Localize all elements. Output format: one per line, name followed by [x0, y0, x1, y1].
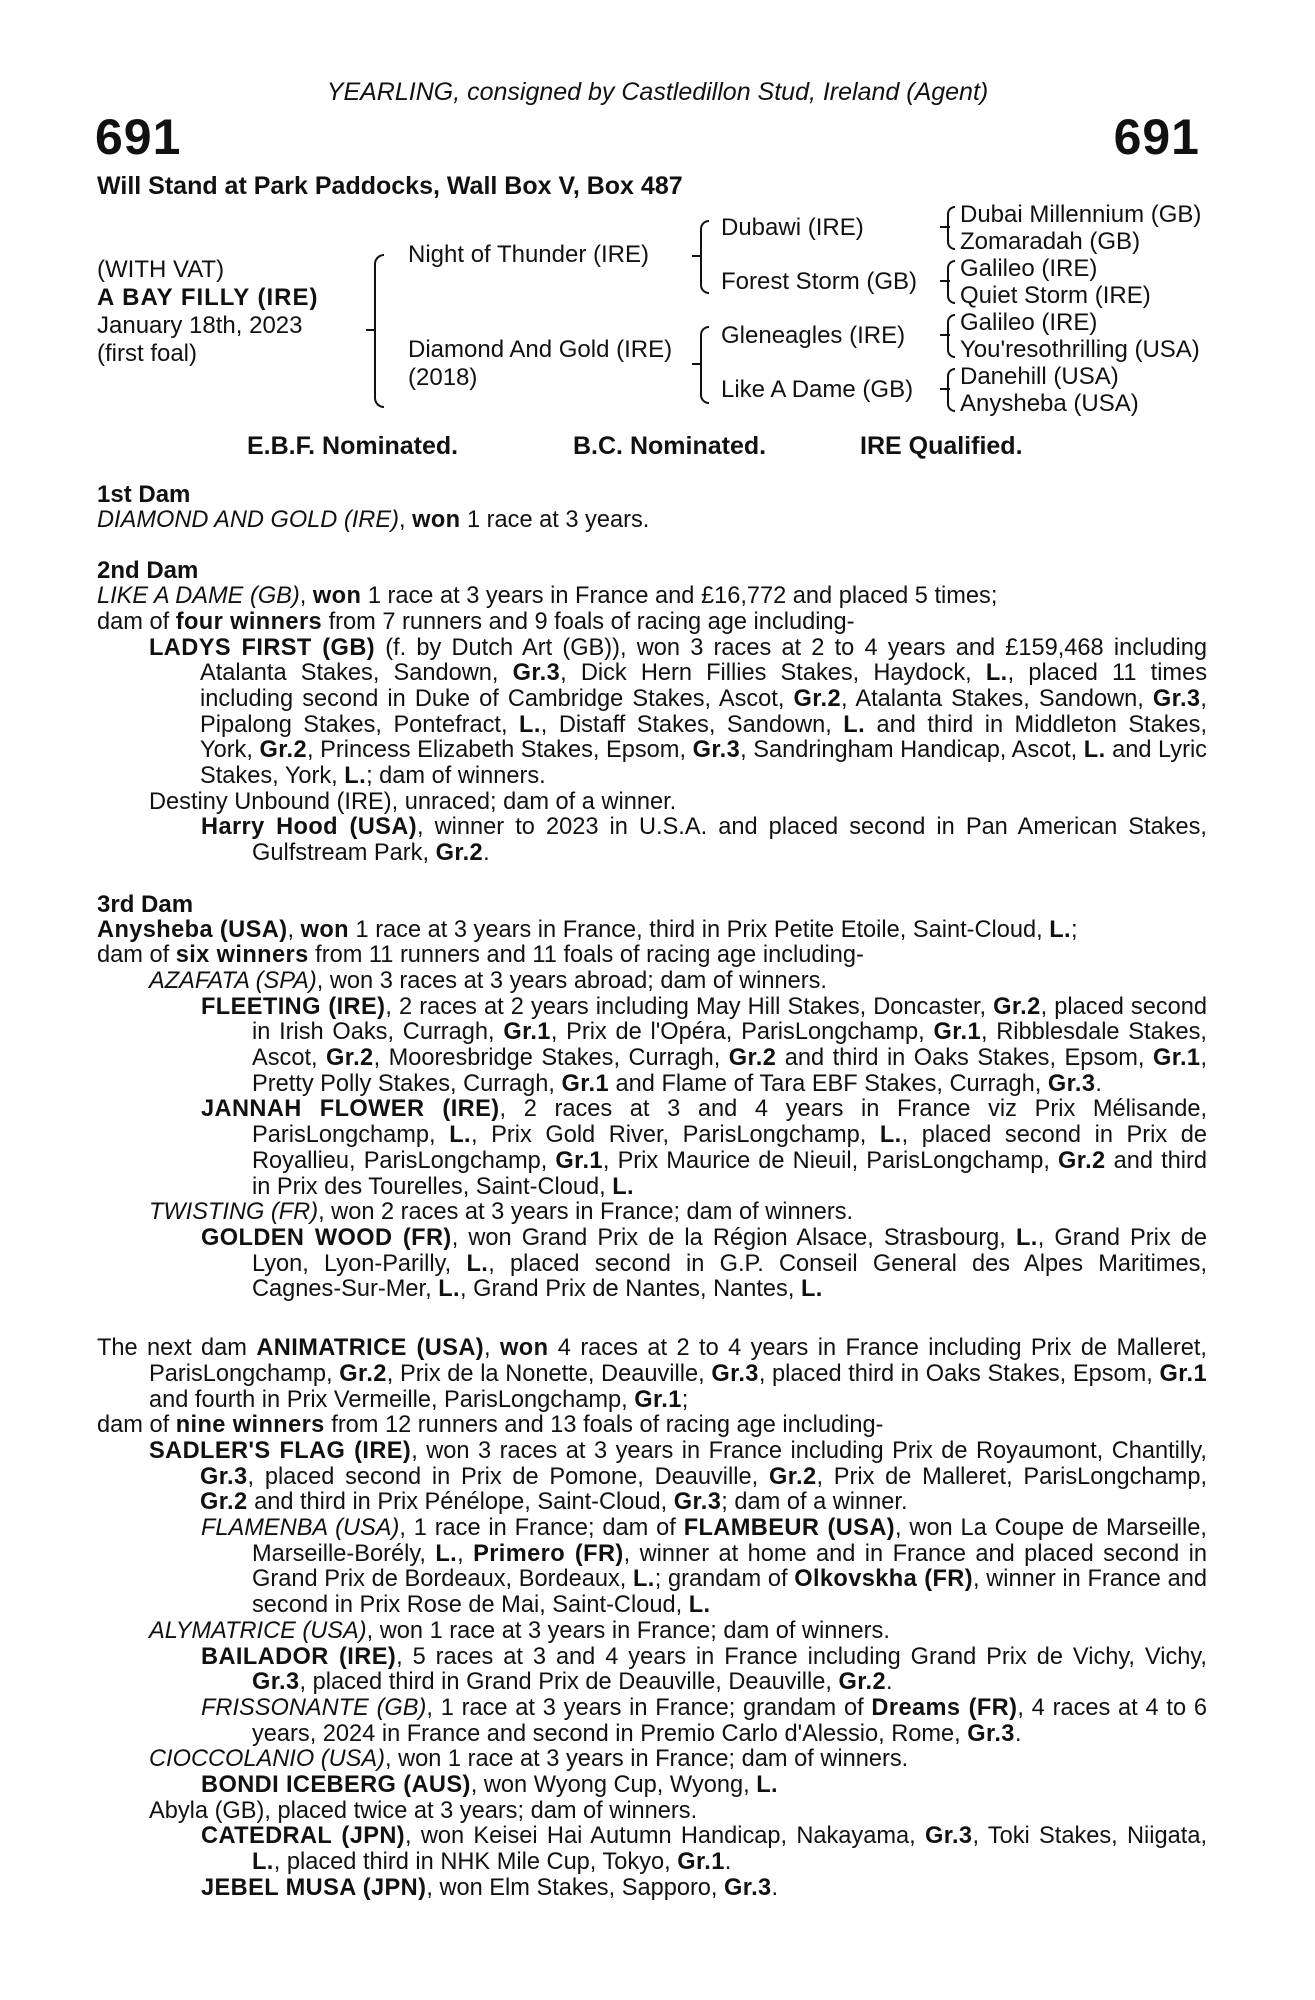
nextdam-produce-sadlers-flag: SADLER'S FLAG (IRE), won 3 races at 3 years in France including Prix de Royaumont, Chantilly, Gr.3, placed second in Prix de Pomone, Deauville, Gr.2, Prix de Malleret, ParisLongchamp, Gr.2 and third in Prix Pénélope, Saint-Cloud, Gr.3; dam of a winner. [149, 1437, 1207, 1516]
dam2-produce-summary: dam of four winners from 7 runners and 9 foals of racing age including- [97, 608, 855, 635]
pedigree-dsd: You'resothrilling (USA) [960, 336, 1200, 363]
lot-number-right: 691 [1113, 109, 1200, 165]
pedigree-brace-ds-point [940, 334, 950, 336]
dam3-heading: 3rd Dam [97, 890, 194, 918]
stand-location: Will Stand at Park Paddocks, Wall Box V, Box 487 [97, 172, 683, 200]
dam3-grandproduce-jannah-flower: JANNAH FLOWER (IRE), 2 races at 3 and 4 years in France viz Prix Mélisande, ParisLongchamp, L., Prix Gold River, ParisLongchamp, L., placed second in Prix de Royallieu, ParisLongchamp, Gr.1, Prix Maurice de Nieuil, ParisLongchamp, Gr.2 and third in Prix des Tourelles, Saint-Cloud, L. [201, 1096, 1208, 1200]
pedigree-brace-sire-point [692, 255, 702, 257]
horse-note: (first foal) [97, 340, 198, 367]
dam2-produce-ladys-first: LADYS FIRST (GB) (f. by Dutch Art (GB)), won 3 races at 2 to 4 years and £159,468 including Atalanta Stakes, Sandown, Gr.3, Dick Hern Fillies Stakes, Haydock, L., placed 11 times including second in Duke of Cambridge Stakes, Ascot, Gr.2, Atalanta Stakes, Sandown, Gr.3, Pipalong Stakes, Pontefract, L., Distaff Stakes, Sandown, L. and third in Middleton Stakes, York, Gr.2, Princess Elizabeth Stakes, Epsom, Gr.3, Sandringham Handicap, Ascot, L. and Lyric Stakes, York, L.; dam of winners. [149, 634, 1208, 790]
pedigree-sd: Forest Storm (GB) [721, 268, 918, 295]
dam3-grandproduce-fleeting: FLEETING (IRE), 2 races at 2 years including May Hill Stakes, Doncaster, Gr.2, placed second in Irish Oaks, Curragh, Gr.1, Prix de l'Opéra, ParisLongchamp, Gr.1, Ribblesdale Stakes, Ascot, Gr.2, Mooresbridge Stakes, Curragh, Gr.2 and third in Oaks Stakes, Epsom, Gr.1, Pretty Polly Stakes, Curragh, Gr.1 and Flame of Tara EBF Stakes, Curragh, Gr.3. [201, 993, 1208, 1097]
pedigree-dam: Diamond And Gold (IRE) [408, 336, 673, 363]
pedigree-ss: Dubawi (IRE) [721, 214, 864, 241]
nextdam-grandproduce-bailador: BAILADOR (IRE), 5 races at 3 and 4 years in France including Grand Prix de Vichy, Vichy, Gr.3, placed third in Grand Prix de Deauville, Deauville, Gr.2. [201, 1643, 1207, 1696]
pedigree-brace-sd-point [940, 280, 950, 282]
pedigree-brace-sire [700, 220, 709, 294]
dam2-heading: 2nd Dam [97, 557, 199, 585]
nextdam-grandproduce-catedral: CATEDRAL (JPN), won Keisei Hai Autumn Handicap, Nakayama, Gr.3, Toki Stakes, Niigata, L., placed third in NHK Mile Cup, Tokyo, Gr.1. [201, 1823, 1207, 1876]
catalogue-body [97, 482, 1207, 1902]
dam3-produce-azafata: AZAFATA (SPA), won 3 races at 3 years abroad; dam of winners. [149, 967, 827, 994]
dam3-record: Anysheba (USA), won 1 race at 3 years in France, third in Prix Petite Etoile, Saint-Cloud, L.; [97, 916, 1078, 943]
pedigree-brace-dam-point [692, 363, 702, 365]
pedigree-brace-ss [947, 206, 955, 250]
dam3-produce-summary: dam of six winners from 11 runners and 11 foals of racing age including- [97, 942, 864, 969]
pedigree-sire: Night of Thunder (IRE) [408, 241, 649, 268]
consignment-line: YEARLING, consigned by Castledillon Stud, Ireland (Agent) [326, 78, 989, 106]
pedigree-brace-ds [947, 314, 955, 358]
dam3-grandproduce-golden-wood: GOLDEN WOOD (FR), won Grand Prix de la Région Alsace, Strasbourg, L., Grand Prix de Lyon, Lyon-Parilly, L., placed second in G.P. Conseil General des Alpes Maritimes, Cagnes-Sur-Mer, L., Grand Prix de Nantes, Nantes, L. [201, 1224, 1208, 1303]
pedigree-dds: Danehill (USA) [960, 363, 1119, 390]
pedigree-brace-sd [947, 260, 955, 304]
nextdam-grandproduce-bondi-iceberg: BONDI ICEBERG (AUS), won Wyong Cup, Wyong, L. [201, 1772, 778, 1799]
horse-info [97, 256, 319, 368]
nextdam-produce-alymatrice: ALYMATRICE (USA), won 1 race at 3 years in France; dam of winners. [149, 1617, 890, 1644]
pedigree-dss: Galileo (IRE) [960, 309, 1098, 336]
pedigree-ssd: Zomaradah (GB) [960, 228, 1141, 255]
pedigree-sss: Dubai Millennium (GB) [960, 201, 1202, 228]
lot-number-left: 691 [95, 109, 182, 165]
pedigree-sds: Galileo (IRE) [960, 255, 1098, 282]
ebf-nominated: E.B.F. Nominated. [247, 432, 459, 460]
dam3-produce-twisting: TWISTING (FR), won 2 races at 3 years in France; dam of winners. [149, 1199, 854, 1226]
pedigree-ds: Gleneagles (IRE) [721, 322, 906, 349]
nextdam-produce-cioccolanio: CIOCCOLANIO (USA), won 1 race at 3 years in France; dam of winners. [149, 1746, 909, 1773]
pedigree-brace-dd [947, 368, 955, 412]
nextdam-grandproduce-flamenba: FLAMENBA (USA), 1 race in France; dam of FLAMBEUR (USA), won La Coupe de Marseille, Marseille-Borély, L., Primero (FR), winner at home and in France and placed second in Grand Prix de Bordeaux, Bordeaux, L.; grandam of Olkovskha (FR), winner in France and second in Prix Rose de Mai, Saint-Cloud, L. [201, 1515, 1207, 1619]
dam2-grandproduce-harry-hood: Harry Hood (USA), winner to 2023 in U.S.A. and placed second in Pan American Stakes, Gulfstream Park, Gr.2. [201, 814, 1207, 867]
nextdam-record: The next dam ANIMATRICE (USA), won 4 races at 2 to 4 years in France including Prix de Malleret, ParisLongchamp, Gr.2, Prix de la Nonette, Deauville, Gr.3, placed third in Oaks Stakes, Epsom, Gr.1 and fourth in Prix Vermeille, ParisLongchamp, Gr.1; [97, 1335, 1208, 1413]
bc-nominated: B.C. Nominated. [573, 432, 767, 460]
horse-name: A BAY FILLY (IRE) [97, 284, 319, 311]
pedigree-brace-dam [700, 326, 709, 404]
pedigree-brace-main [374, 254, 384, 408]
ire-qualified: IRE Qualified. [860, 432, 1023, 460]
nextdam-grandproduce-frissonante: FRISSONANTE (GB), 1 race at 3 years in France; grandam of Dreams (FR), 4 races at 4 to 6 years, 2024 in France and second in Premio Carlo d'Alessio, Rome, Gr.3. [201, 1694, 1208, 1747]
dam2-record: LIKE A DAME (GB), won 1 race at 3 years in France and £16,772 and placed 5 times; [97, 583, 998, 610]
nextdam-grandproduce-jebel-musa: JEBEL MUSA (JPN), won Elm Stakes, Sapporo, Gr.3. [201, 1874, 779, 1901]
pedigree-brace-point [366, 329, 376, 331]
pedigree-sdd: Quiet Storm (IRE) [960, 282, 1151, 309]
dam1-heading: 1st Dam [97, 481, 191, 508]
dam2-produce-destiny-unbound: Destiny Unbound (IRE), unraced; dam of a winner. [149, 788, 677, 815]
vat-label: (WITH VAT) [97, 256, 225, 283]
pedigree-brace-ss-point [940, 226, 950, 228]
pedigree-brace-dd-point [940, 388, 950, 390]
pedigree-dam-year: (2018) [408, 364, 478, 391]
nextdam-produce-abyla: Abyla (GB), placed twice at 3 years; dam of winners. [149, 1797, 698, 1824]
pedigree-ddd: Anysheba (USA) [960, 390, 1139, 417]
horse-dob: January 18th, 2023 [97, 312, 303, 339]
dam1-record: DIAMOND AND GOLD (IRE), won 1 race at 3 years. [97, 506, 650, 533]
nextdam-produce-summary: dam of nine winners from 12 runners and 13 foals of racing age including- [97, 1412, 884, 1439]
pedigree-dd: Like A Dame (GB) [721, 376, 914, 403]
